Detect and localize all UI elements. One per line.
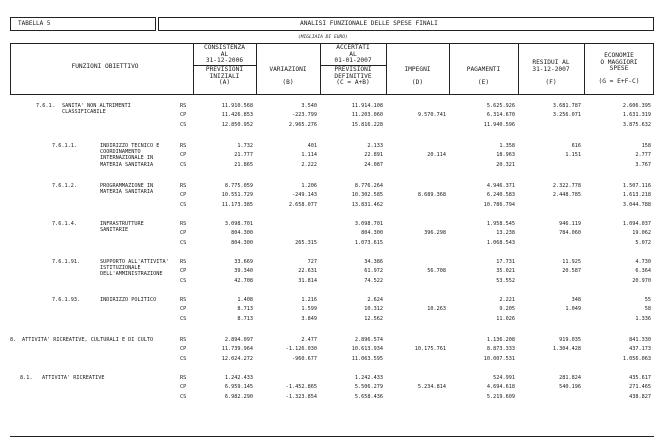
row-code: 7.6.1.93. [52, 297, 81, 303]
row-type: CP [180, 230, 187, 237]
table-label: TABELLA 5 [18, 20, 51, 27]
header-previsioni-iniziali: PREVISIONI INIZIALI (A) [205, 66, 244, 87]
row-code: 8.1. [20, 375, 33, 381]
cell-g: 1.613.218 [622, 192, 651, 199]
cell-c: 13.831.462 [351, 201, 383, 208]
cell-c: 2.896.574 [354, 337, 383, 343]
cell-c: 5.506.279 [354, 384, 383, 391]
row-type: RS [180, 375, 187, 381]
cell-a: 12.024.272 [221, 355, 253, 362]
header-residui: RESIDUI AL 31-12-2007 (F) [532, 59, 570, 86]
header-variazioni: VARIAZIONI (B) [269, 66, 307, 87]
row-type: CP [180, 346, 187, 353]
cell-e: 17.731 [496, 259, 515, 265]
cell-c: 804.300 [361, 230, 383, 237]
row-code: 7.6.1. [36, 103, 55, 109]
cell-c: 8.776.264 [354, 183, 383, 189]
cell-c: 2.133 [367, 143, 383, 149]
row-label: INDIRIZZO TECNICO E COORDINAMENTO INTERNAZIONALE IN MATERIA SANITARIA [100, 143, 160, 168]
cell-b: 265.315 [295, 239, 317, 246]
row-type: RS [180, 183, 187, 189]
cell-b: 1.206 [301, 183, 317, 189]
cell-a: 33.669 [234, 259, 253, 265]
cell-g: 841.330 [629, 337, 651, 343]
cell-f: 281.824 [559, 375, 581, 381]
cell-a: 11.739.964 [221, 346, 253, 353]
row-type: RS [180, 221, 187, 227]
row-type: CS [180, 161, 187, 168]
header-impegni: IMPEGNI (D) [404, 66, 431, 87]
cell-b: -1.452.865 [285, 384, 317, 391]
cell-e: 11.026 [496, 315, 515, 322]
row-type: RS [180, 103, 187, 109]
cell-g: 2.777 [635, 152, 651, 159]
cell-e: 6.314.670 [486, 112, 515, 119]
cell-d: 20.114 [427, 152, 446, 159]
header-consistenza: CONSISTENZA AL 31-12-2006 [204, 44, 245, 65]
cell-c: 5.658.436 [354, 393, 383, 400]
cell-f: 919.035 [559, 337, 581, 343]
cell-b: -249.143 [292, 192, 317, 199]
table-title: ANALISI FUNZIONALE DELLE SPESE FINALI [300, 20, 438, 27]
cell-d: 9.570.741 [417, 112, 446, 119]
cell-g: 2.606.395 [622, 103, 651, 109]
cell-b: 1.216 [301, 297, 317, 303]
cell-a: 12.850.952 [221, 121, 253, 128]
cell-a: 6.959.145 [224, 384, 253, 391]
cell-g: 437.173 [629, 346, 651, 353]
unit-note: (MIGLIAIA DI EURO) [298, 35, 348, 40]
row-code: 7.6.1.4. [52, 221, 77, 227]
cell-b: 3.849 [301, 315, 317, 322]
cell-g: 3.767 [635, 161, 651, 168]
cell-e: 6.240.583 [486, 192, 515, 199]
row-label: PROGRAMMAZIONE IN MATERIA SANITARIA [100, 183, 154, 196]
cell-e: 1.136.208 [486, 337, 515, 343]
row-type: RS [180, 337, 187, 343]
cell-g: 1.056.063 [622, 355, 651, 362]
cell-e: 1.958.545 [486, 221, 515, 227]
cell-e: 9.205 [499, 306, 515, 313]
header-funzioni: FUNZIONI OBIETTIVO [71, 63, 139, 70]
cell-f: 3.681.787 [552, 103, 581, 109]
row-label: SANITA' NON ALTRIMENTI CLASSIFICABILE [62, 103, 131, 116]
cell-c: 11.203.060 [351, 112, 383, 119]
cell-g: 435.617 [629, 375, 651, 381]
header-economie: ECONOMIE O MAGGIORI SPESE (G = E+F-C) [598, 52, 640, 86]
cell-f: 3.256.071 [552, 112, 581, 119]
cell-g: 4.730 [635, 259, 651, 265]
cell-e: 4.694.618 [486, 384, 515, 391]
cell-b: -960.677 [292, 355, 317, 362]
row-type: CS [180, 201, 187, 208]
row-label: SUPPORTO ALL'ATTIVITA' ISTITUZIONALE DELL'AMMINISTRAZIONE [100, 259, 169, 278]
cell-f: 20.587 [562, 268, 581, 275]
cell-c: 61.972 [364, 268, 383, 275]
cell-g: 55 [644, 297, 651, 303]
cell-f: 1.304.428 [552, 346, 581, 353]
cell-d: 10.263 [427, 306, 446, 313]
row-code: 7.6.1.2. [52, 183, 77, 189]
cell-e: 5.625.926 [486, 103, 515, 109]
cell-c: 22.891 [364, 152, 383, 159]
cell-e: 18.963 [496, 152, 515, 159]
cell-b: 2.477 [301, 337, 317, 343]
cell-f: 1.049 [565, 306, 581, 313]
cell-b: -1.323.854 [285, 393, 317, 400]
cell-f: 616 [571, 143, 581, 149]
cell-a: 804.300 [231, 239, 253, 246]
header-pagamenti: PAGAMENTI (E) [466, 66, 501, 87]
cell-a: 8.713 [237, 306, 253, 313]
cell-e: 53.552 [496, 277, 515, 284]
cell-e: 1.358 [499, 143, 515, 149]
cell-e: 11.940.596 [483, 121, 515, 128]
cell-e: 2.221 [499, 297, 515, 303]
row-label: ATTIVITA' RICREATIVE, CULTURALI E DI CULTO [22, 337, 154, 343]
cell-c: 12.562 [364, 315, 383, 322]
cell-e: 8.873.333 [486, 346, 515, 353]
row-type: CS [180, 277, 187, 284]
row-label: INFRASTRUTTURE SANITARIE [100, 221, 144, 234]
cell-a: 8.713 [237, 315, 253, 322]
cell-d: 396.298 [424, 230, 446, 237]
cell-a: 1.408 [237, 297, 253, 303]
cell-d: 56.708 [427, 268, 446, 275]
cell-g: 58 [644, 306, 651, 313]
cell-b: 2.965.276 [288, 121, 317, 128]
header-previsioni-definitive: PREVISIONI DEFINITIVE (C = A+B) [334, 66, 372, 87]
cell-a: 11.426.853 [221, 112, 253, 119]
cell-b: 22.631 [298, 268, 317, 275]
cell-a: 6.982.290 [224, 393, 253, 400]
cell-c: 10.302.585 [351, 192, 383, 199]
cell-b: 401 [307, 143, 317, 149]
cell-f: 784.060 [559, 230, 581, 237]
cell-a: 804.300 [231, 230, 253, 237]
cell-g: 5.072 [635, 239, 651, 246]
cell-c: 74.522 [364, 277, 383, 284]
row-label: ATTIVITA' RICREATIVE [42, 375, 105, 381]
cell-e: 35.021 [496, 268, 515, 275]
cell-e: 5.219.609 [486, 393, 515, 400]
cell-g: 438.827 [629, 393, 651, 400]
cell-c: 1.073.615 [354, 239, 383, 246]
cell-a: 2.894.097 [224, 337, 253, 343]
row-type: CS [180, 121, 187, 128]
cell-c: 1.242.433 [354, 375, 383, 381]
cell-b: 727 [307, 259, 317, 265]
cell-f: 946.119 [559, 221, 581, 227]
cell-e: 1.068.543 [486, 239, 515, 246]
cell-b: 31.814 [298, 277, 317, 284]
row-code: 7.6.1.91. [52, 259, 81, 265]
cell-b: -223.799 [292, 112, 317, 119]
cell-d: 10.175.761 [414, 346, 446, 353]
cell-b: 2.222 [301, 161, 317, 168]
row-code: 7.6.1.1. [52, 143, 77, 149]
cell-c: 11.063.595 [351, 355, 383, 362]
cell-b: 1.599 [301, 306, 317, 313]
cell-e: 4.946.371 [486, 183, 515, 189]
cell-f: 1.151 [565, 152, 581, 159]
row-type: RS [180, 143, 187, 149]
cell-e: 524.991 [493, 375, 515, 381]
cell-g: 6.364 [635, 268, 651, 275]
cell-c: 15.816.228 [351, 121, 383, 128]
cell-c: 2.624 [367, 297, 383, 303]
cell-a: 11.910.568 [221, 103, 253, 109]
row-label: INDIRIZZO POLITICO [100, 297, 157, 303]
cell-a: 8.775.059 [224, 183, 253, 189]
cell-f: 348 [571, 297, 581, 303]
cell-a: 1.242.433 [224, 375, 253, 381]
cell-a: 10.551.729 [221, 192, 253, 199]
row-type: CP [180, 384, 187, 391]
row-type: CP [180, 192, 187, 199]
row-type: CS [180, 239, 187, 246]
cell-b: 3.540 [301, 103, 317, 109]
cell-a: 11.173.385 [221, 201, 253, 208]
cell-a: 39.340 [234, 268, 253, 275]
row-type: CS [180, 393, 187, 400]
cell-c: 10.312 [364, 306, 383, 313]
cell-f: 11.925 [562, 259, 581, 265]
row-type: CS [180, 355, 187, 362]
cell-c: 11.914.108 [351, 103, 383, 109]
cell-f: 2.322.778 [552, 183, 581, 189]
header-accertati: ACCERTATI AL 01-01-2007 [334, 44, 372, 65]
cell-g: 3.875.632 [622, 121, 651, 128]
cell-a: 3.098.701 [224, 221, 253, 227]
cell-b: -1.126.030 [285, 346, 317, 353]
cell-g: 3.044.788 [622, 201, 651, 208]
row-type: RS [180, 297, 187, 303]
cell-b: 1.114 [301, 152, 317, 159]
row-type: RS [180, 259, 187, 265]
cell-g: 158 [641, 143, 651, 149]
row-type: CP [180, 306, 187, 313]
cell-e: 20.321 [496, 161, 515, 168]
cell-g: 20.970 [632, 277, 651, 284]
cell-g: 1.094.037 [622, 221, 651, 227]
cell-c: 24.087 [364, 161, 383, 168]
row-type: CP [180, 152, 187, 159]
cell-d: 5.234.814 [417, 384, 446, 391]
cell-e: 10.786.794 [483, 201, 515, 208]
cell-e: 13.238 [496, 230, 515, 237]
cell-f: 2.448.785 [552, 192, 581, 199]
cell-a: 21.865 [234, 161, 253, 168]
cell-g: 271.465 [629, 384, 651, 391]
cell-e: 10.007.531 [483, 355, 515, 362]
cell-g: 1.336 [635, 315, 651, 322]
cell-d: 8.689.368 [417, 192, 446, 199]
row-code: 8. [10, 337, 17, 343]
row-type: CS [180, 315, 187, 322]
cell-c: 3.098.701 [354, 221, 383, 227]
row-type: CP [180, 112, 187, 119]
cell-a: 21.777 [234, 152, 253, 159]
cell-a: 1.732 [237, 143, 253, 149]
cell-b: 2.658.077 [288, 201, 317, 208]
cell-g: 19.062 [632, 230, 651, 237]
cell-c: 10.613.934 [351, 346, 383, 353]
cell-a: 42.708 [234, 277, 253, 284]
cell-c: 34.386 [364, 259, 383, 265]
cell-g: 1.631.319 [622, 112, 651, 119]
row-type: CP [180, 268, 187, 275]
cell-g: 1.507.116 [622, 183, 651, 189]
cell-f: 540.196 [559, 384, 581, 391]
